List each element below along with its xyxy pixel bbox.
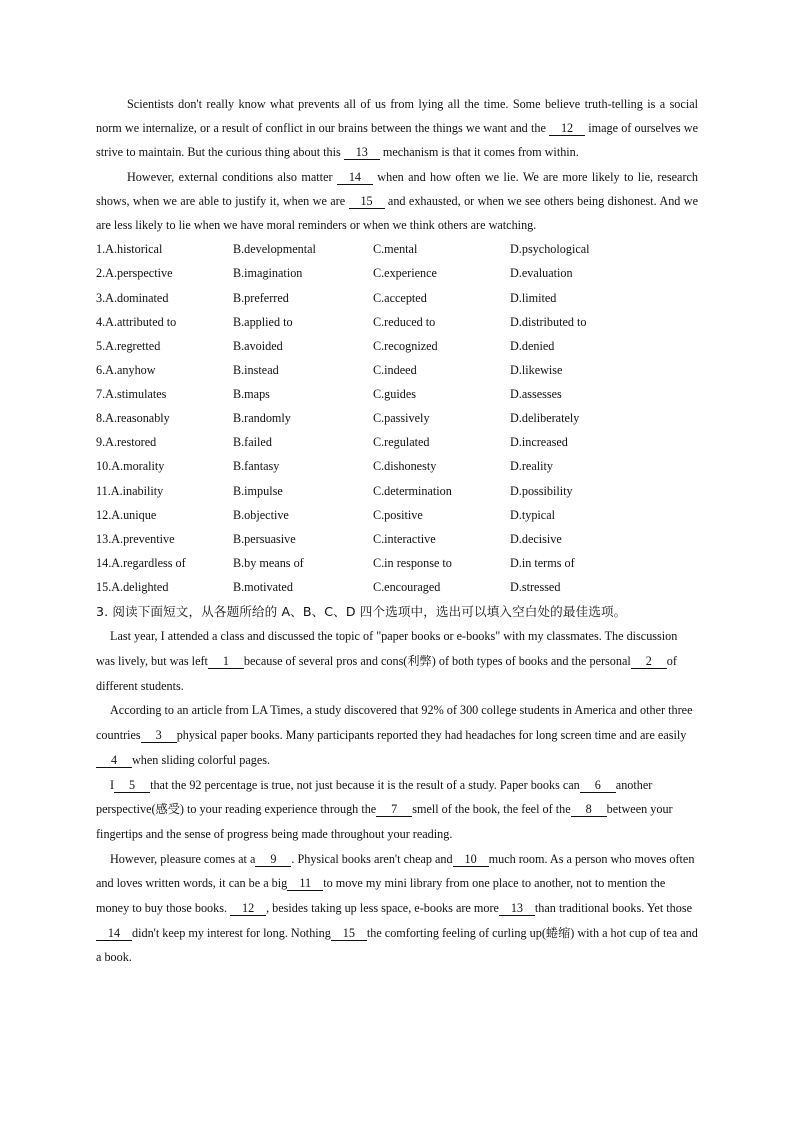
blank-11: 11 <box>287 877 323 891</box>
blank-6: 6 <box>580 779 616 793</box>
blank-2: 2 <box>631 655 667 669</box>
option-14-A: 14.A.regardless of <box>96 556 186 571</box>
option-1-A: 1.A.historical <box>96 242 163 257</box>
option-8-D: D.deliberately <box>510 411 580 426</box>
option-row-13 <box>96 527 698 551</box>
blank-12: 12 <box>549 122 585 136</box>
option-9-B: B.failed <box>233 435 272 450</box>
blank-13: 13 <box>499 902 535 916</box>
option-9-D: D.increased <box>510 435 568 450</box>
text-run: another perspective(感受) to your reading experience through the <box>96 777 656 817</box>
option-row-5 <box>96 334 698 358</box>
option-15-A: 15.A.delighted <box>96 580 169 595</box>
section3-paragraph-2 <box>96 698 698 772</box>
option-8-B: B.randomly <box>233 411 291 426</box>
blank-15: 15 <box>331 927 367 941</box>
option-4-D: D.distributed to <box>510 314 587 329</box>
blank-14: 14 <box>337 171 373 185</box>
option-7-B: B.maps <box>233 387 270 402</box>
option-13-A: 13.A.preventive <box>96 531 175 546</box>
option-5-C: C.recognized <box>373 338 438 353</box>
text-run: to move my mini library from one place to another, not to mention the money to buy those books. <box>96 876 669 916</box>
option-3-D: D.limited <box>510 290 557 305</box>
option-5-B: B.avoided <box>233 338 283 353</box>
text-run: and exhausted, or when we see others being dishonest. And we are less likely to lie when we have moral reminders or when we think others are watching. <box>96 193 702 233</box>
text-run: the comforting feeling of curling up(蜷缩) with a hot cup of tea and a book. <box>96 925 701 965</box>
option-11-C: C.determination <box>373 483 452 498</box>
option-row-11 <box>96 479 698 503</box>
text-run: of different students. <box>96 654 680 693</box>
blank-14: 14 <box>96 927 132 941</box>
text-run: when and how often we lie. We are more likely to lie, research shows, when we are able to justify it, when we are <box>96 169 702 208</box>
option-2-D: D.evaluation <box>510 266 573 281</box>
text-run: I <box>110 777 115 792</box>
section3-paragraph-4 <box>96 847 701 971</box>
option-3-B: B.preferred <box>233 290 289 305</box>
option-2-A: 2.A.perspective <box>96 266 173 281</box>
blank-13: 13 <box>344 146 380 160</box>
option-14-D: D.in terms of <box>510 556 575 571</box>
option-7-A: 7.A.stimulates <box>96 387 167 402</box>
text-run: Scientists don't really know what prevents all of us from lying all the time. Some believe truth-telling is a social norm we internalize, or a result of conflict in our brains between the things we want and the <box>96 97 702 136</box>
option-row-8 <box>96 406 698 430</box>
option-1-B: B.developmental <box>233 242 316 257</box>
option-row-15 <box>96 575 698 599</box>
text-run: because of several pros and cons(利弊) of both types of books and the personal <box>243 654 631 669</box>
option-12-A: 12.A.unique <box>96 507 157 522</box>
option-13-D: D.decisive <box>510 531 562 546</box>
option-8-A: 8.A.reasonably <box>96 411 170 426</box>
option-9-C: C.regulated <box>373 435 430 450</box>
text-run: than traditional books. Yet those <box>534 901 692 916</box>
option-3-A: 3.A.dominated <box>96 290 169 305</box>
option-10-D: D.reality <box>510 459 553 474</box>
blank-7: 7 <box>376 803 412 817</box>
option-row-1 <box>96 237 698 261</box>
option-row-10 <box>96 454 698 478</box>
option-row-4 <box>96 310 698 334</box>
option-15-B: B.motivated <box>233 580 293 595</box>
option-15-C: C.encouraged <box>373 580 441 595</box>
option-4-B: B.applied to <box>233 314 293 329</box>
option-12-C: C.positive <box>373 507 423 522</box>
text-run: when sliding colorful pages. <box>132 752 271 767</box>
option-9-A: 9.A.restored <box>96 435 157 450</box>
option-13-B: B.persuasive <box>233 531 296 546</box>
option-row-2 <box>96 261 698 285</box>
option-2-B: B.imagination <box>233 266 303 281</box>
option-row-14 <box>96 551 698 575</box>
text-run: . Physical books aren't cheap and <box>291 851 453 866</box>
option-10-C: C.dishonesty <box>373 459 437 474</box>
section3-paragraph-3 <box>96 773 698 847</box>
option-15-D: D.stressed <box>510 580 561 595</box>
blank-15: 15 <box>349 195 385 209</box>
option-row-12 <box>96 503 698 527</box>
option-11-A: 11.A.inability <box>96 483 164 498</box>
text-run: physical paper books. Many participants reported they had headaches for long screen time and are easily <box>176 728 687 743</box>
option-14-B: B.by means of <box>233 556 304 571</box>
option-11-D: D.possibility <box>510 483 573 498</box>
blank-3: 3 <box>141 729 177 743</box>
text-run: Last year, I attended a class and discussed the topic of "paper books or e-books" with my classmates. The discussion was lively, but was left <box>96 629 681 669</box>
option-1-D: D.psychological <box>510 242 590 257</box>
section-3-heading: 3. 阅读下面短文，从各题所给的 A、B、C、D 四个选项中，选出可以填入空白处的最佳选项。 <box>96 604 627 620</box>
option-6-C: C.indeed <box>373 362 417 377</box>
option-14-C: C.in response to <box>373 556 452 571</box>
option-8-C: C.passively <box>373 411 430 426</box>
option-10-A: 10.A.morality <box>96 459 165 474</box>
blank-5: 5 <box>114 779 150 793</box>
option-row-3 <box>96 286 698 310</box>
text-run: mechanism is that it comes from within. <box>379 145 579 160</box>
option-7-C: C.guides <box>373 387 416 402</box>
option-13-C: C.interactive <box>373 531 436 546</box>
text-run: image of ourselves we strive to maintain. But the curious thing about this <box>96 121 702 160</box>
option-6-B: B.instead <box>233 362 279 377</box>
text-run: that the 92 percentage is true, not just because it is the result of a study. Paper books can <box>150 777 580 792</box>
blank-10: 10 <box>453 853 489 867</box>
text-run: , besides taking up less space, e-books are more <box>266 901 499 916</box>
blank-4: 4 <box>96 754 132 768</box>
blank-8: 8 <box>571 803 607 817</box>
section3-paragraph-1 <box>96 624 698 698</box>
option-7-D: D.assesses <box>510 387 562 402</box>
option-row-6 <box>96 358 698 382</box>
blank-1: 1 <box>208 655 244 669</box>
option-5-A: 5.A.regretted <box>96 338 161 353</box>
text-run: didn't keep my interest for long. Nothing <box>132 925 331 940</box>
option-3-C: C.accepted <box>373 290 427 305</box>
option-4-A: 4.A.attributed to <box>96 314 177 329</box>
text-run: much room. As a person who moves often and loves written words, it can be a big <box>96 851 698 891</box>
option-1-C: C.mental <box>373 242 418 257</box>
option-4-C: C.reduced to <box>373 314 436 329</box>
options-table <box>96 237 698 599</box>
text-run: According to an article from LA Times, a study discovered that 92% of 300 college students in America and other three countries <box>96 703 696 743</box>
blank-9: 9 <box>255 853 291 867</box>
option-12-D: D.typical <box>510 507 556 522</box>
option-2-C: C.experience <box>373 266 437 281</box>
option-11-B: B.impulse <box>233 483 283 498</box>
text-run: However, external conditions also matter <box>127 169 337 184</box>
blank-12: 12 <box>230 902 266 916</box>
text-run: However, pleasure comes at a <box>110 851 256 866</box>
text-run: smell of the book, the feel of the <box>412 802 571 817</box>
option-row-7 <box>96 382 698 406</box>
option-row-9 <box>96 430 698 454</box>
option-12-B: B.objective <box>233 507 289 522</box>
document-page <box>96 92 702 970</box>
passage1-paragraph-1 <box>96 92 702 165</box>
option-10-B: B.fantasy <box>233 459 280 474</box>
option-6-D: D.likewise <box>510 362 563 377</box>
option-5-D: D.denied <box>510 338 555 353</box>
text-run: between your fingertips and the sense of progress being made throughout your reading. <box>96 802 676 841</box>
option-6-A: 6.A.anyhow <box>96 362 156 377</box>
passage1-paragraph-2 <box>96 165 702 238</box>
